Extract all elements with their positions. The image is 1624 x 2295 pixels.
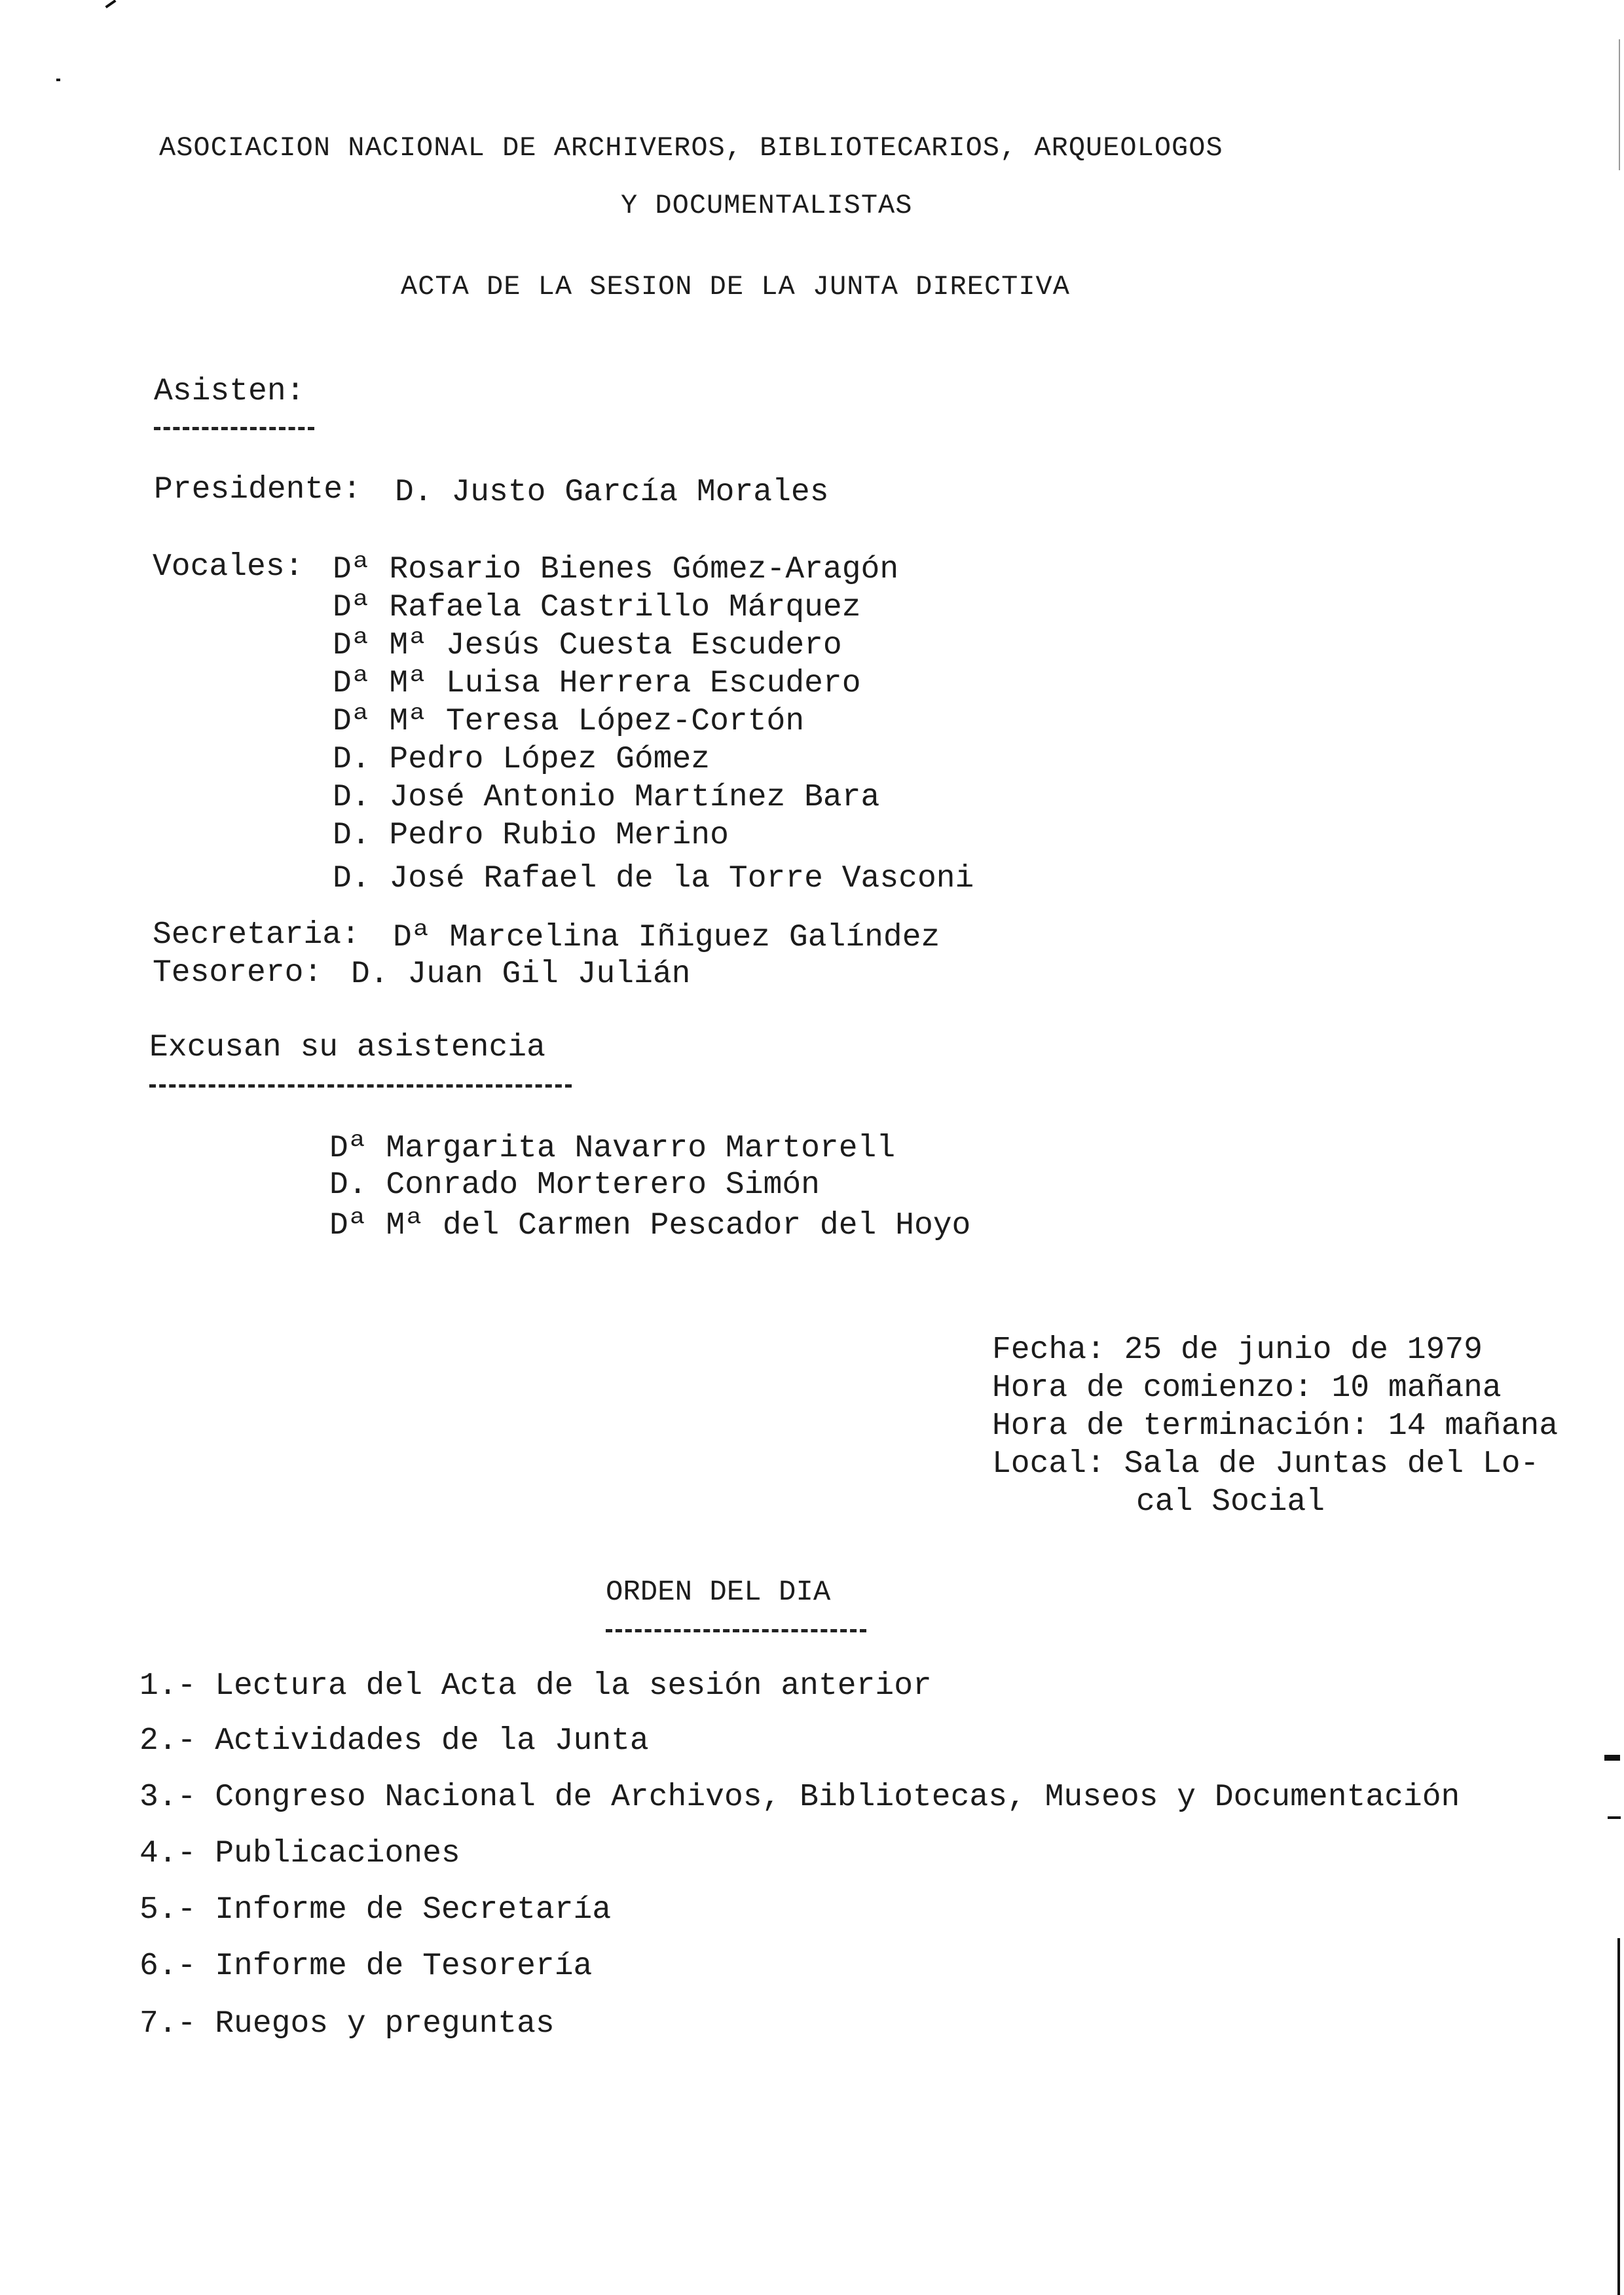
attendees-heading: Asisten: bbox=[154, 374, 305, 409]
page-edge-line bbox=[1617, 1938, 1620, 2295]
meeting-date: Fecha: 25 de junio de 1979 bbox=[992, 1332, 1483, 1368]
vocal-name: Dª Mª Luisa Herrera Escudero bbox=[333, 666, 861, 701]
secretaria-name: Dª Marcelina Iñiguez Galíndez bbox=[393, 920, 940, 955]
agenda-title-underline bbox=[606, 1629, 866, 1632]
margin-tick bbox=[1604, 1755, 1620, 1761]
margin-tick bbox=[1608, 1816, 1621, 1819]
agenda-item: 5.- Informe de Secretaría bbox=[139, 1892, 612, 1928]
meeting-location: Local: Sala de Juntas del Lo- bbox=[992, 1446, 1540, 1482]
vocal-name: Dª Rafaela Castrillo Márquez bbox=[333, 590, 861, 625]
agenda-item: 7.- Ruegos y preguntas bbox=[139, 2006, 555, 2042]
presidente-name: D. Justo García Morales bbox=[395, 475, 829, 510]
excused-heading: Excusan su asistencia bbox=[149, 1030, 545, 1065]
vocal-name: D. Pedro Rubio Merino bbox=[333, 818, 729, 853]
association-name: ASOCIACION NACIONAL DE ARCHIVEROS, BIBLIOTECARIOS, ARQUEOLOGOS bbox=[159, 132, 1223, 164]
scan-mark-dot bbox=[56, 79, 60, 81]
vocal-name: Dª Mª Teresa López-Cortón bbox=[333, 704, 805, 739]
tesorero-label: Tesorero: bbox=[153, 955, 323, 991]
agenda-item: 2.- Actividades de la Junta bbox=[139, 1723, 649, 1759]
scan-mark-top-left bbox=[105, 0, 116, 9]
agenda-item: 3.- Congreso Nacional de Archivos, Bibliotecas, Museos y Documentación bbox=[139, 1780, 1460, 1815]
vocal-name: D. José Rafael de la Torre Vasconi bbox=[333, 861, 974, 896]
agenda-title: ORDEN DEL DIA bbox=[606, 1576, 831, 1609]
vocales-label: Vocales: bbox=[153, 549, 304, 585]
agenda-item: 1.- Lectura del Acta de la sesión anterior bbox=[139, 1668, 932, 1704]
presidente-label: Presidente: bbox=[154, 472, 361, 507]
vocal-name: D. Pedro López Gómez bbox=[333, 742, 710, 777]
attendees-heading-underline bbox=[154, 427, 314, 430]
agenda-item: 4.- Publicaciones bbox=[139, 1836, 460, 1871]
vocal-name: Dª Mª Jesús Cuesta Escudero bbox=[333, 628, 842, 663]
meeting-location-continued: cal Social bbox=[1136, 1484, 1325, 1520]
document-subtitle: ACTA DE LA SESION DE LA JUNTA DIRECTIVA bbox=[401, 271, 1070, 303]
excused-name: Dª Margarita Navarro Martorell bbox=[329, 1131, 896, 1166]
meeting-end-time: Hora de terminación: 14 mañana bbox=[992, 1408, 1559, 1444]
association-name-line2: Y DOCUMENTALISTAS bbox=[621, 190, 913, 221]
vocal-name: Dª Rosario Bienes Gómez-Aragón bbox=[333, 552, 899, 587]
secretaria-label: Secretaria: bbox=[153, 917, 360, 953]
tesorero-name: D. Juan Gil Julián bbox=[351, 957, 691, 992]
vocal-name: D. José Antonio Martínez Bara bbox=[333, 780, 880, 815]
agenda-item: 6.- Informe de Tesorería bbox=[139, 1949, 593, 1984]
excused-name: D. Conrado Morterero Simón bbox=[329, 1167, 820, 1203]
page-edge-line-top bbox=[1619, 39, 1620, 170]
excused-name: Dª Mª del Carmen Pescador del Hoyo bbox=[329, 1208, 971, 1243]
excused-heading-underline bbox=[149, 1084, 572, 1088]
meeting-start-time: Hora de comienzo: 10 mañana bbox=[992, 1370, 1502, 1406]
